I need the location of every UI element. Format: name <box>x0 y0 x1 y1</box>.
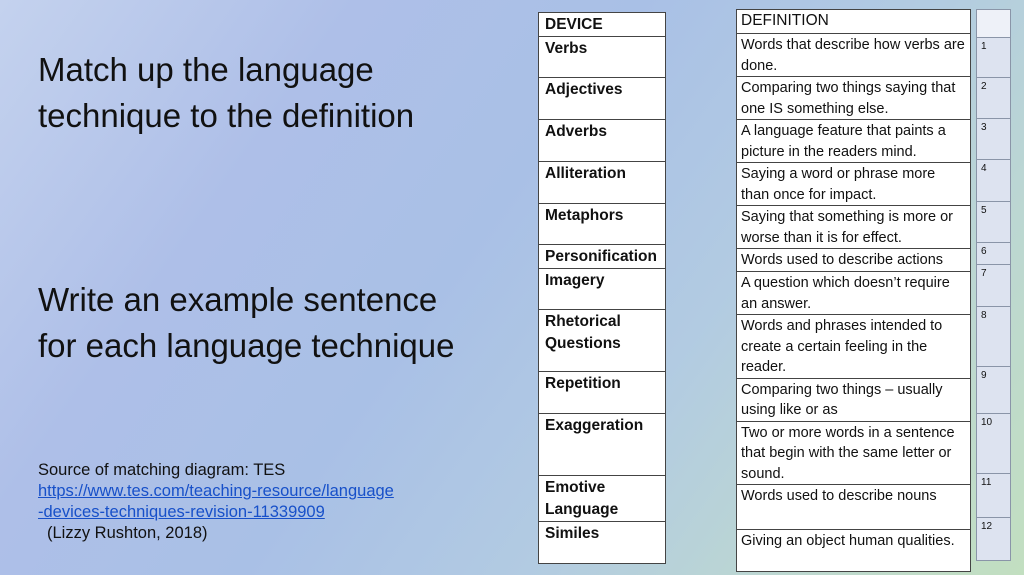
definition-cell: Two or more words in a sentence that begin with the same letter or sound. <box>737 421 971 485</box>
source-link[interactable]: https://www.tes.com/teaching-resource/language-devices-techniques-revision-11339909 <box>38 482 394 521</box>
device-cell: Verbs <box>539 37 666 78</box>
definition-cell: A question which doesn’t require an answer. <box>737 272 971 315</box>
device-table <box>538 12 666 564</box>
number-cell: 5 <box>977 202 1011 243</box>
number-cell: 3 <box>977 119 1011 160</box>
source-label: Source of matching diagram: TES <box>38 461 286 479</box>
definition-table <box>736 9 971 572</box>
device-cell: Adverbs <box>539 120 666 162</box>
definition-cell: Comparing two things saying that one IS something else. <box>737 77 971 120</box>
source-citation <box>38 460 394 544</box>
device-cell: Metaphors <box>539 204 666 245</box>
device-cell: Repetition <box>539 372 666 414</box>
title-write-example: Write an example sentence for each language technique <box>38 281 455 364</box>
definition-cell: Words used to describe nouns <box>737 485 971 530</box>
definition-cell: Words that describe how verbs are done. <box>737 34 971 77</box>
number-cell: 8 <box>977 307 1011 367</box>
citation-text: (Lizzy Rushton, 2018) <box>47 524 208 542</box>
number-cell: 10 <box>977 414 1011 474</box>
number-header <box>977 10 1011 38</box>
definition-cell: Saying that something is more or worse than it is for effect. <box>737 206 971 249</box>
definition-cell: Words used to describe actions <box>737 249 971 272</box>
definition-cell: Comparing two things – usually using like or as <box>737 378 971 421</box>
title-match-up: Match up the language technique to the definition <box>38 51 415 134</box>
definition-header: DEFINITION <box>737 10 971 34</box>
number-column <box>976 9 1011 561</box>
device-header: DEVICE <box>539 13 666 37</box>
number-cell: 6 <box>977 243 1011 265</box>
number-cell: 2 <box>977 78 1011 119</box>
number-cell: 1 <box>977 38 1011 78</box>
device-cell: Personification <box>539 245 666 269</box>
device-cell: Exaggeration <box>539 414 666 476</box>
device-cell: Emotive Language <box>539 476 666 522</box>
number-cell: 9 <box>977 367 1011 414</box>
number-cell: 12 <box>977 518 1011 561</box>
device-cell: Adjectives <box>539 78 666 120</box>
device-cell: Alliteration <box>539 162 666 204</box>
device-cell: Rhetorical Questions <box>539 310 666 372</box>
definition-cell: A language feature that paints a picture in the readers mind. <box>737 120 971 163</box>
number-cell: 7 <box>977 265 1011 307</box>
number-cell: 4 <box>977 160 1011 202</box>
device-cell: Imagery <box>539 269 666 310</box>
device-cell: Similes <box>539 522 666 564</box>
definition-cell: Giving an object human qualities. <box>737 530 971 572</box>
definition-cell: Saying a word or phrase more than once for impact. <box>737 163 971 206</box>
definition-cell: Words and phrases intended to create a certain feeling in the reader. <box>737 315 971 379</box>
number-cell: 11 <box>977 474 1011 518</box>
